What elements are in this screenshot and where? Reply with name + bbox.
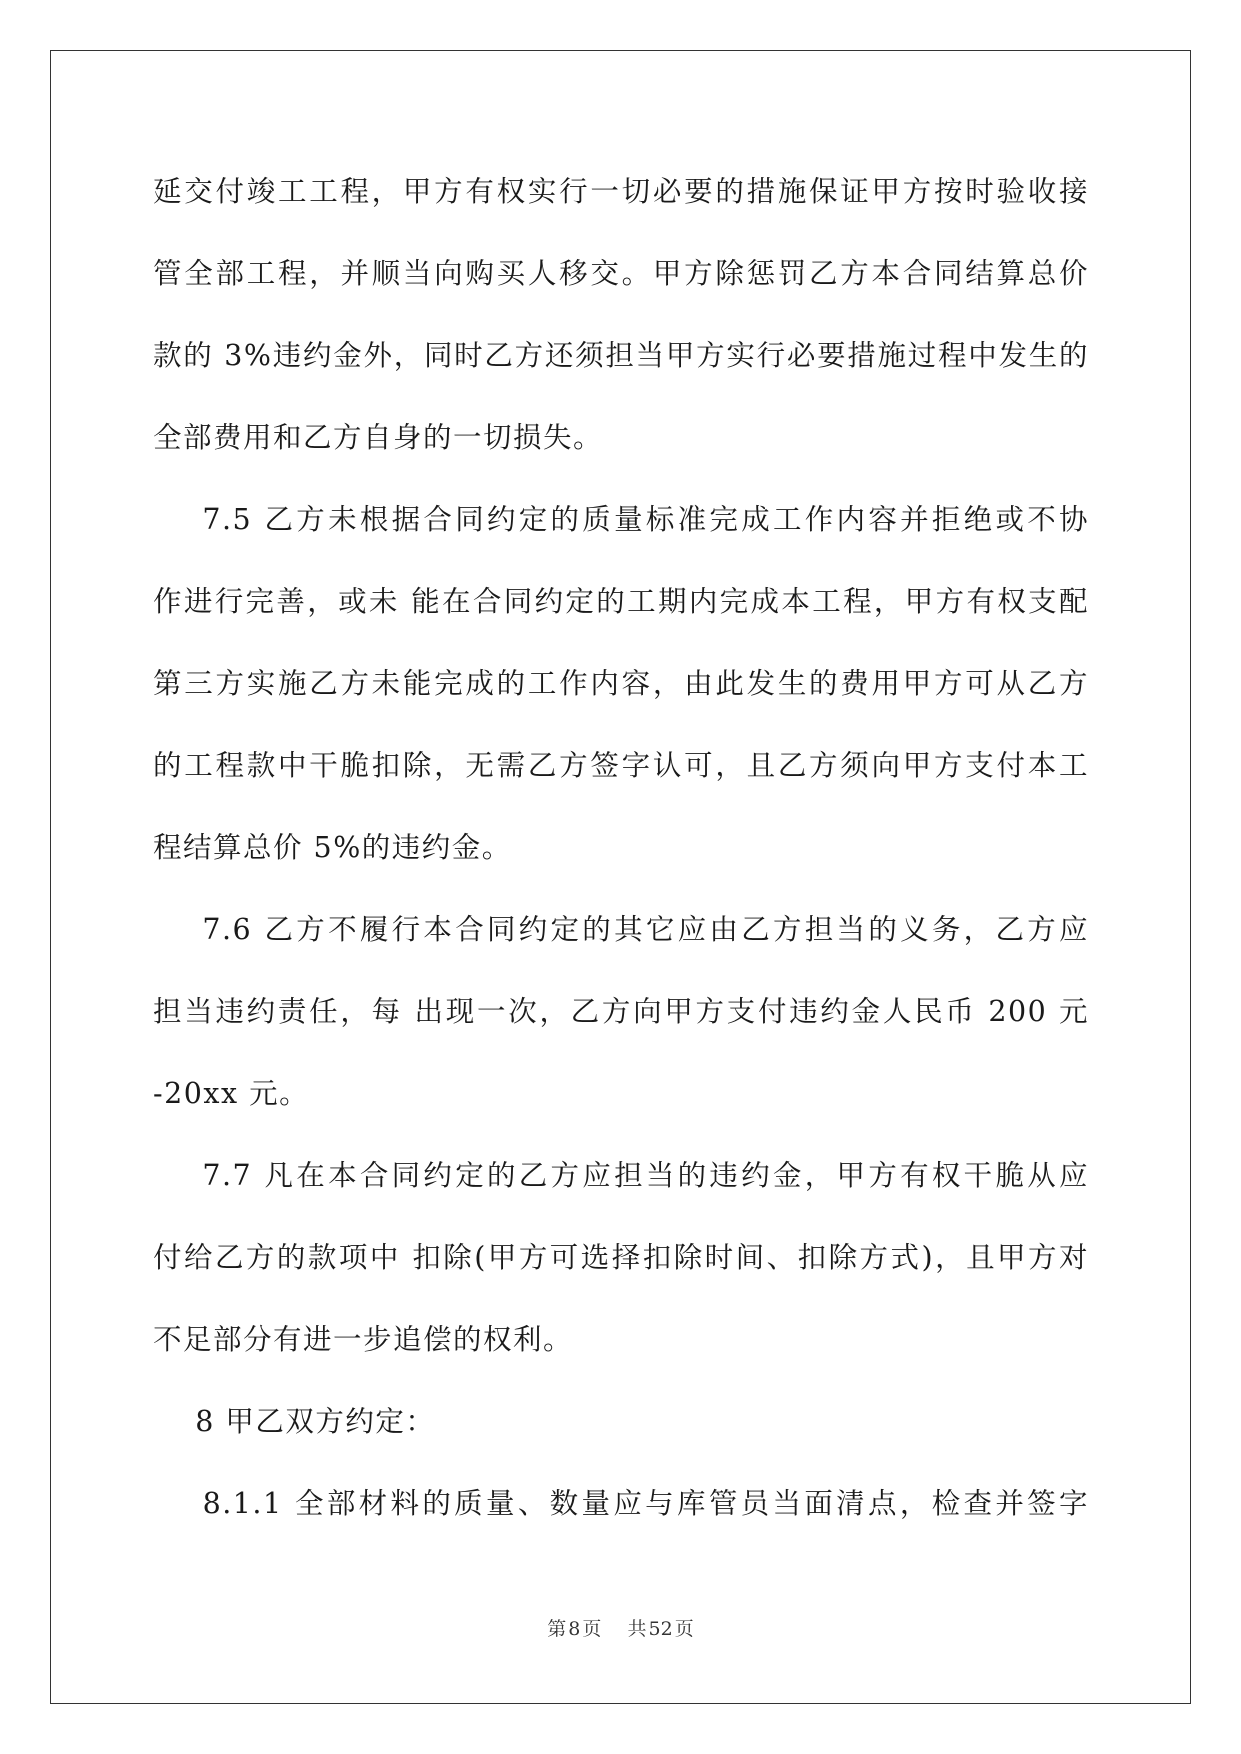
text-line: 8 甲乙双方约定：: [153, 1405, 436, 1438]
text-line: 7.7 凡在本合同约定的乙方应担当的违约金，甲方有权干脆从应: [153, 1159, 1089, 1192]
text-line: 程结算总价 5%的违约金。: [153, 831, 512, 864]
footer-page-suffix: 页: [582, 1618, 602, 1640]
text-line: 的工程款中干脆扣除，无需乙方签字认可，且乙方须向甲方支付本工: [153, 749, 1089, 782]
text-line: 不足部分有进一步追偿的权利。: [153, 1323, 574, 1356]
footer-prefix: 第: [547, 1618, 567, 1640]
text-line: -20xx 元。: [153, 1077, 310, 1110]
text-line: 8.1.1 全部材料的质量、数量应与库管员当面清点，检查并签字: [153, 1487, 1089, 1520]
text-line: 担当违约责任，每 出现一次，乙方向甲方支付违约金人民币 200 元: [153, 995, 1089, 1028]
text-line: 7.6 乙方不履行本合同约定的其它应由乙方担当的义务，乙方应: [153, 913, 1089, 946]
page-footer: [0, 1614, 1241, 1641]
text-line: 全部费用和乙方自身的一切损失。: [153, 421, 604, 454]
text-line: 款的 3%违约金外，同时乙方还须担当甲方实行必要措施过程中发生的: [153, 339, 1089, 372]
text-line: 管全部工程，并顺当向购买人移交。甲方除惩罚乙方本合同结算总价: [153, 257, 1089, 290]
text-line: 7.5 乙方未根据合同约定的质量标准完成工作内容并拒绝或不协: [153, 503, 1089, 536]
page-number: 8: [568, 1618, 581, 1640]
footer-total-prefix: 共: [627, 1618, 647, 1640]
total-pages: 52: [648, 1618, 673, 1640]
text-line: 第三方实施乙方未能完成的工作内容，由此发生的费用甲方可从乙方: [153, 667, 1089, 700]
text-line: 延交付竣工工程，甲方有权实行一切必要的措施保证甲方按时验收接: [153, 175, 1089, 208]
document-body: [153, 165, 1089, 1559]
footer-total-suffix: 页: [674, 1618, 694, 1640]
text-line: 作进行完善，或未 能在合同约定的工期内完成本工程，甲方有权支配: [153, 585, 1089, 618]
text-line: 付给乙方的款项中 扣除(甲方可选择扣除时间、扣除方式)，且甲方对: [153, 1241, 1089, 1274]
